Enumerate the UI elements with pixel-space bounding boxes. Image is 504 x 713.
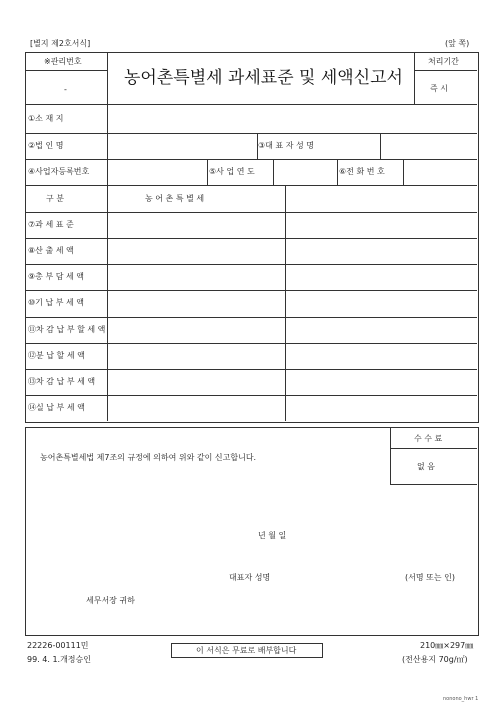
fee-label: 수 수 료 <box>414 434 443 443</box>
period-value: 즉 시 <box>430 84 448 93</box>
tax-row-label: ⑪차 감 납 부 할 세 액 <box>28 325 106 334</box>
form-number: [별지 제2호서식] <box>30 39 91 48</box>
fiscal-year-label: ⑤사 업 연 도 <box>209 167 255 176</box>
tax-row-label: ⑧산 출 세 액 <box>28 246 74 255</box>
addressee: 세무서장 귀하 <box>86 596 135 605</box>
col-header-category: 구 분 <box>46 194 64 203</box>
rep-name-label: ③대 표 자 성 명 <box>258 141 314 150</box>
tax-row-label: ⑫분 납 할 세 액 <box>28 351 85 360</box>
row-divider <box>26 343 477 344</box>
row-divider <box>26 395 477 396</box>
fee-value: 없 음 <box>417 462 435 471</box>
row-divider <box>26 317 477 318</box>
paper-size: 210㎜×297㎜ <box>420 641 474 650</box>
col-header-tax: 농 어 촌 특 별 세 <box>145 194 205 203</box>
corner-code: nonono_hwr 1 <box>443 696 479 702</box>
phone-label: ⑥전 화 번 호 <box>339 167 385 176</box>
mgmt-no-value: - <box>64 85 67 94</box>
form-code: 22226-00111민 <box>27 641 89 650</box>
signature-label: (서명 또는 인) <box>405 573 455 582</box>
rep-name-sign-label: 대표자 성명 <box>229 573 271 582</box>
tax-row-label: ⑨총 부 담 세 액 <box>28 272 84 281</box>
tax-row-label: ⑦과 세 표 준 <box>28 220 74 229</box>
row-divider <box>26 290 477 291</box>
row-divider <box>26 264 477 265</box>
address-label: ①소 재 지 <box>28 114 64 123</box>
biz-no-label: ④사업자등록번호 <box>28 167 90 176</box>
period-label: 처리기간 <box>428 57 459 66</box>
corp-name-label: ②법 인 명 <box>28 141 64 150</box>
row-divider <box>26 238 477 239</box>
tax-row-label: ⑩기 납 부 세 액 <box>28 298 84 307</box>
row-divider <box>26 369 477 370</box>
page-title: 농어촌특별세 과세표준 및 세액신고서 <box>124 68 403 88</box>
tax-row-label: ⑭실 납 부 세 액 <box>28 403 85 412</box>
declaration-statement: 농어촌특별세법 제7조의 규정에 의하여 위와 같이 신고합니다. <box>40 453 257 462</box>
tax-row-label: ⑬차 감 납 부 세 액 <box>28 377 96 386</box>
date-line: 년 월 일 <box>258 531 287 540</box>
page-side: (앞 쪽) <box>445 39 470 48</box>
mgmt-no-label: ※관리번호 <box>44 57 82 66</box>
approval-note: 99. 4. 1.개정승인 <box>27 655 91 664</box>
paper-type: (전산용지 70g/㎡) <box>402 655 468 664</box>
free-notice: 이 서식은 무료로 배부합니다 <box>196 646 297 655</box>
